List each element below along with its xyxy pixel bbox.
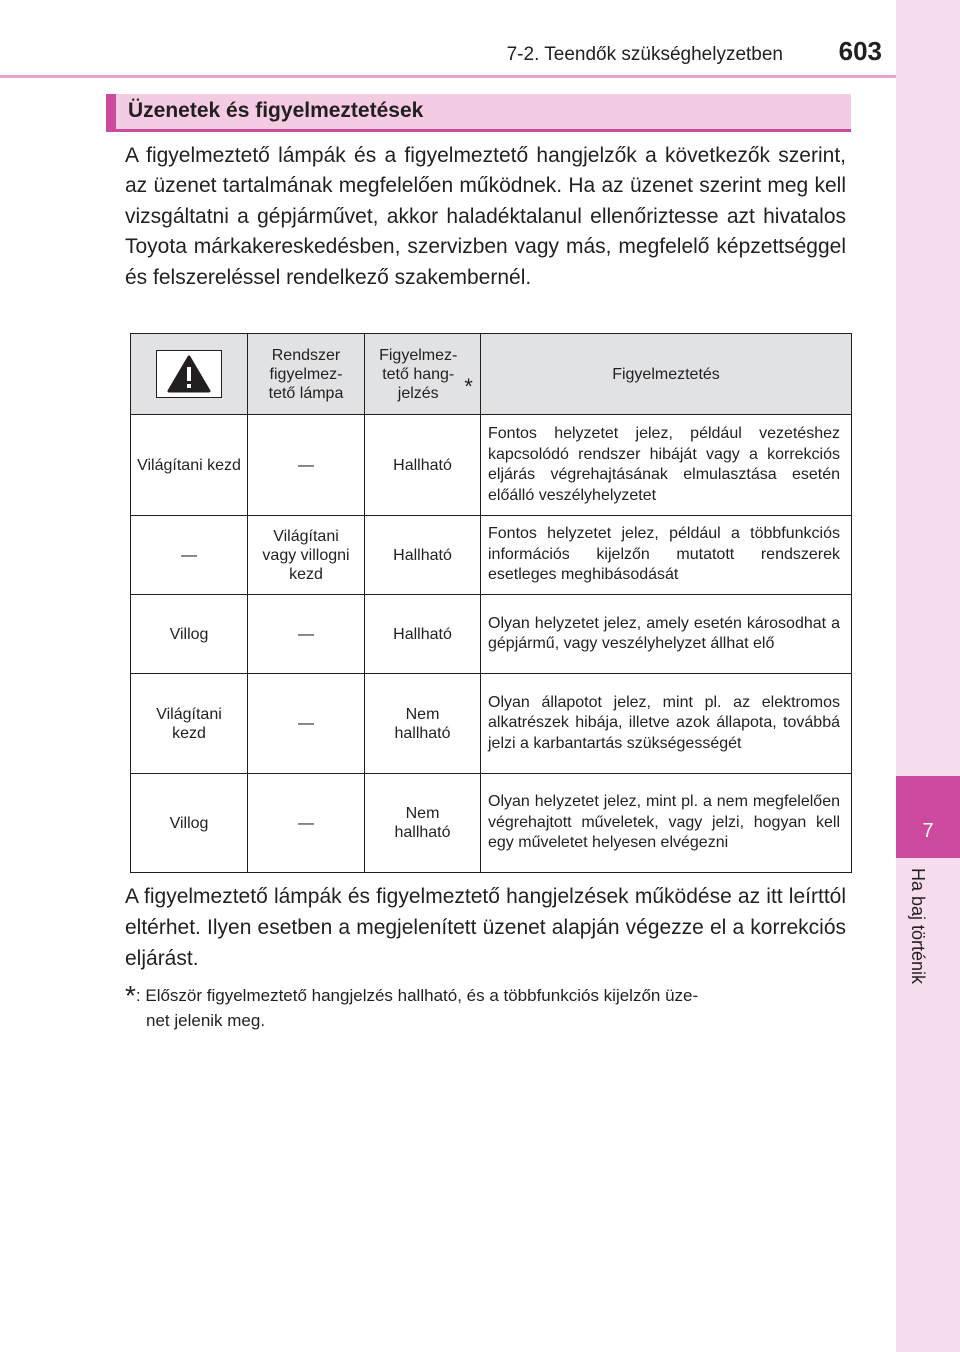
cell-buzzer: Nem hallható — [365, 674, 481, 774]
header-section-title: 7-2. Teendők szükséghelyzetben — [506, 44, 783, 65]
cell-buzzer: Hallható — [365, 516, 481, 595]
header-warning: Figyelmeztetés — [481, 334, 852, 415]
cell-buzzer: Hallható — [365, 415, 481, 516]
cell-description: Olyan helyzetet jelez, amely esetén károsodhat a gépjármű, vagy veszélyhelyzet állhat elő — [481, 595, 852, 674]
cell-system-lamp: Villog — [131, 774, 248, 873]
chapter-number-tab: 7 — [896, 776, 960, 858]
cell-lamp-2: — — [248, 674, 365, 774]
footnote-line-1: : Először figyelmeztető hangjelzés hallható, és a többfunkciós kijelzőn üze- — [135, 986, 699, 1005]
header-rule — [0, 75, 896, 78]
cell-lamp-2: — — [248, 415, 365, 516]
table-row — [131, 674, 852, 774]
footnote-line-2: net jelenik meg. — [146, 1011, 266, 1030]
cell-system-lamp: Villog — [131, 595, 248, 674]
cell-description: Olyan helyzetet jelez, mint pl. a nem megfelelően végrehajtott műveletek, vagy jelzi, hogyan kell egy műveletet helyesen elvégezni — [481, 774, 852, 873]
cell-description: Fontos helyzetet jelez, például a többfunkciós információs kijelzőn mutatott rendszerek esetleges meghibásodását — [481, 516, 852, 595]
outro-paragraph: A figyelmeztető lámpák és figyelmeztető hangjelzések működése az itt leírttól eltérhet. Ilyen esetben a megjelenített üzenet alapján végezze el a korrekciós eljárást. — [125, 885, 846, 970]
header-system-lamp: Rendszer figyelmez-tető lámpa — [248, 334, 365, 415]
side-tab-upper — [896, 0, 960, 776]
section-heading — [106, 94, 851, 129]
buzzer-footnote-mark: * — [464, 373, 473, 399]
cell-buzzer: Nem hallható — [365, 774, 481, 873]
footnote-mark: * — [125, 980, 136, 1011]
warning-triangle-icon — [156, 350, 222, 398]
table-row — [131, 516, 852, 595]
header-buzzer: Figyelmez-tető hang-jelzés * — [365, 334, 481, 415]
cell-description: Fontos helyzetet jelez, például vezetéshez kapcsolódó rendszer hibáját vagy a korrekciós eljárás végrehajtásának elmulasztása esetén előálló veszélyhelyzetet — [481, 415, 852, 516]
cell-lamp-2: — — [248, 774, 365, 873]
cell-system-lamp: — — [131, 516, 248, 595]
table-header-row — [131, 334, 852, 415]
page-number: 603 — [838, 36, 882, 66]
cell-system-lamp: Világítani kezd — [131, 674, 248, 774]
chapter-title: Ha baj történik — [908, 868, 928, 985]
table-row — [131, 774, 852, 873]
footnote — [125, 980, 846, 1033]
warning-table — [130, 333, 852, 873]
section-heading-text: Üzenetek és figyelmeztetések — [128, 99, 424, 122]
intro-paragraph: A figyelmeztető lámpák és a figyelmeztető hangjelzők a következők szerint, az üzenet tartalmának megfelelően működnek. Ha az üzenet szerint meg kell vizsgáltatni a gépjárművet, akkor haladéktalanul ellenőriztesse azt hivatalos Toyota márkakereskedésben, szervizben vagy más, megfelelő képzettséggel és felszereléssel rendelkező szakembernél. — [125, 144, 846, 289]
cell-buzzer: Hallható — [365, 595, 481, 674]
cell-description: Olyan állapotot jelez, mint pl. az elektromos alkatrészek hibája, illetve azok állapota, továbbá jelzi a karbantartás szükségességét — [481, 674, 852, 774]
cell-lamp-2: — — [248, 595, 365, 674]
cell-lamp-2: Világítani vagy villogni kezd — [248, 516, 365, 595]
header-icon-cell — [131, 334, 248, 415]
table-row — [131, 415, 852, 516]
table-row — [131, 595, 852, 674]
cell-system-lamp: Világítani kezd — [131, 415, 248, 516]
side-tab-lower — [896, 858, 960, 1352]
